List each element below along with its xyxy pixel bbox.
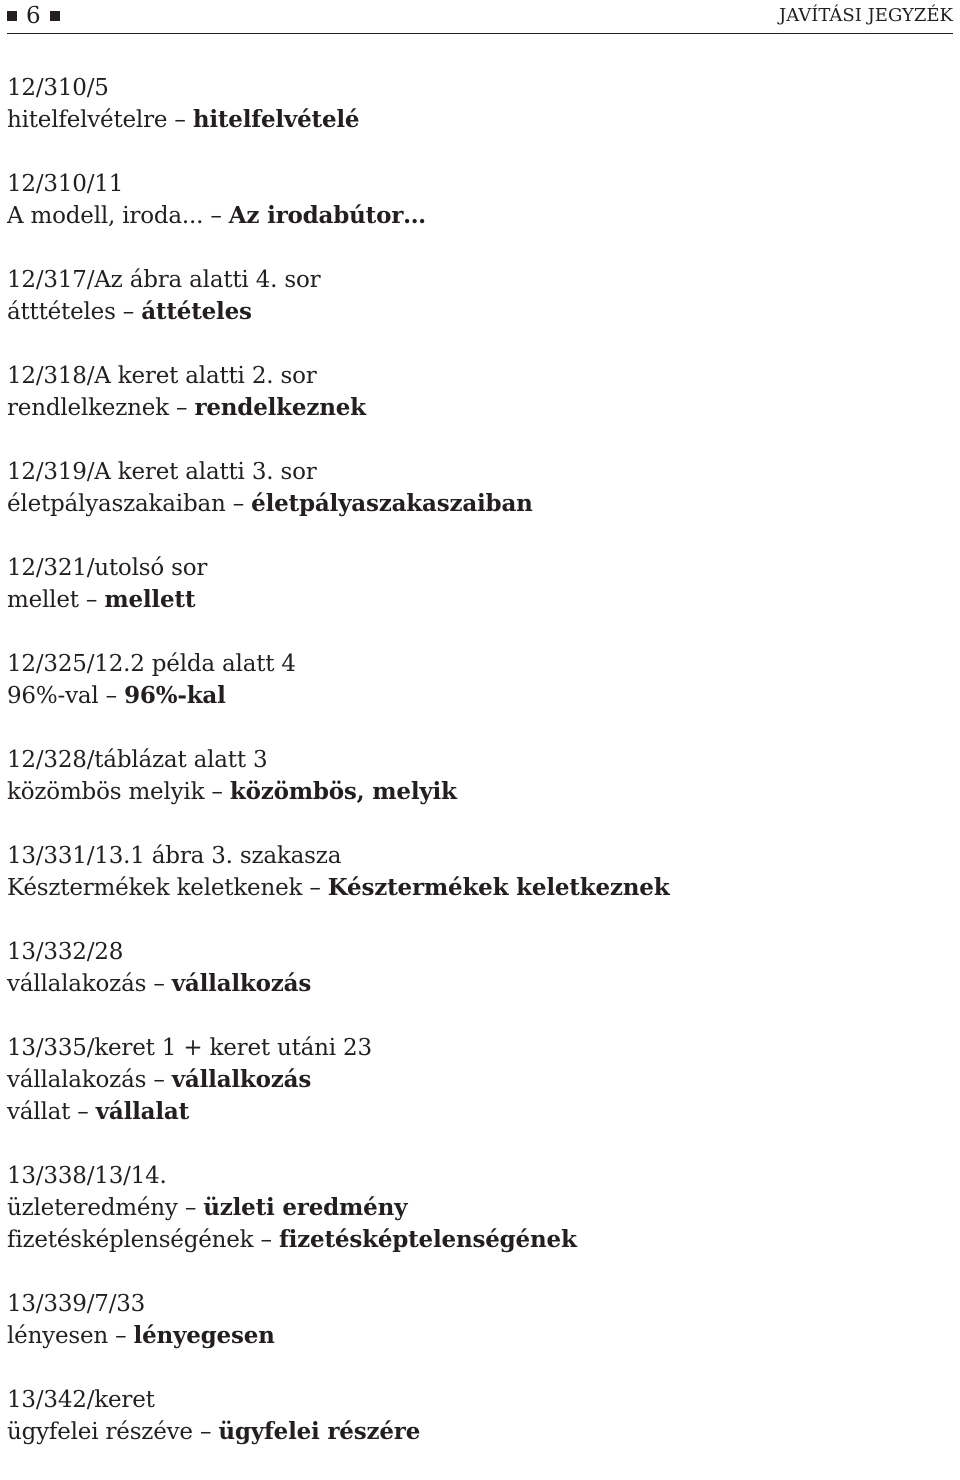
correction-line <box>7 1416 947 1448</box>
wrong-text: üzleteredmény <box>7 1195 178 1221</box>
corrected-text: ügyfelei részére <box>218 1418 421 1445</box>
entry-reference: 13/335/keret 1 + keret utáni 23 <box>7 1035 372 1061</box>
corrected-text: vállalkozás <box>171 970 312 997</box>
dash-separator: – <box>204 779 230 805</box>
errata-entry <box>7 1032 947 1128</box>
entry-reference: 12/321/utolsó sor <box>7 555 208 581</box>
correction-line <box>7 200 947 232</box>
correction-line <box>7 968 947 1000</box>
correction-line <box>7 1096 947 1128</box>
errata-entry <box>7 1384 947 1448</box>
dash-separator: – <box>225 491 252 517</box>
correction-line <box>7 1064 947 1096</box>
wrong-text: lényesen <box>7 1323 109 1349</box>
wrong-text: Késztermékek keletkenek <box>7 875 303 901</box>
entry-reference: 13/338/13/14. <box>7 1163 167 1189</box>
corrected-text: 96%-kal <box>124 682 226 709</box>
entry-reference: 12/328/táblázat alatt 3 <box>7 747 268 773</box>
entry-reference: 12/325/12.2 példa alatt 4 <box>7 651 296 677</box>
entry-reference: 12/317/Az ábra alatti 4. sor <box>7 267 321 293</box>
corrected-text: rendelkeznek <box>194 394 366 421</box>
square-bullet-icon <box>50 11 60 21</box>
wrong-text: vállat <box>7 1099 71 1125</box>
entry-reference: 12/318/A keret alatti 2. sor <box>7 363 317 389</box>
corrected-text: áttételes <box>141 298 252 325</box>
errata-entry <box>7 936 947 1000</box>
dash-separator: – <box>146 1067 172 1093</box>
wrong-text: fizetésképlenségének <box>7 1227 254 1253</box>
wrong-text: átttételes <box>7 299 116 325</box>
dash-separator: – <box>177 1195 204 1221</box>
dash-separator: – <box>168 395 195 421</box>
dash-separator: – <box>98 683 125 709</box>
correction-line <box>7 1224 947 1256</box>
dash-separator: – <box>253 1227 279 1253</box>
running-title: JAVÍTÁSI JEGYZÉK <box>778 5 953 26</box>
entry-reference: 13/339/7/33 <box>7 1291 146 1317</box>
dash-separator: – <box>146 971 172 997</box>
corrected-text: vállalat <box>95 1098 190 1125</box>
header-rule <box>7 33 953 34</box>
wrong-text: közömbös melyik <box>7 779 205 805</box>
corrected-text: hitelfelvételé <box>192 106 360 133</box>
corrected-text: vállalkozás <box>171 1066 312 1093</box>
dash-separator: – <box>108 1323 134 1349</box>
errata-entry <box>7 360 947 424</box>
corrected-text: mellett <box>104 586 196 613</box>
page-header <box>7 0 953 32</box>
correction-line <box>7 872 947 904</box>
wrong-text: A modell, iroda... <box>7 203 204 229</box>
corrected-text: üzleti eredmény <box>203 1194 408 1221</box>
correction-line <box>7 104 947 136</box>
dash-separator: – <box>192 1419 219 1445</box>
wrong-text: hitelfelvételre <box>7 107 168 133</box>
errata-entry <box>7 168 947 232</box>
errata-entry <box>7 456 947 520</box>
errata-list <box>7 72 947 1480</box>
wrong-text: mellet <box>7 587 79 613</box>
errata-entry <box>7 648 947 712</box>
corrected-text: Késztermékek keletkeznek <box>327 874 670 901</box>
entry-reference: 12/310/11 <box>7 171 124 197</box>
wrong-text: vállalakozás <box>7 971 147 997</box>
dash-separator: – <box>115 299 142 325</box>
correction-line <box>7 1320 947 1352</box>
wrong-text: 96%-val <box>7 683 99 709</box>
correction-line <box>7 488 947 520</box>
entry-reference: 13/332/28 <box>7 939 124 965</box>
errata-entry <box>7 552 947 616</box>
correction-line <box>7 392 947 424</box>
corrected-text: fizetésképtelenségének <box>278 1226 577 1253</box>
wrong-text: életpályaszakaiban <box>7 491 226 517</box>
page-number-group <box>7 3 60 29</box>
correction-line <box>7 584 947 616</box>
errata-entry <box>7 264 947 328</box>
correction-line <box>7 776 947 808</box>
entry-reference: 13/342/keret <box>7 1387 155 1413</box>
errata-entry <box>7 1160 947 1256</box>
errata-entry <box>7 744 947 808</box>
page-number: 6 <box>26 3 41 29</box>
corrected-text: közömbös, melyik <box>229 778 457 805</box>
wrong-text: ügyfelei részéve <box>7 1419 193 1445</box>
wrong-text: rendlelkeznek <box>7 395 169 421</box>
square-bullet-icon <box>7 11 17 21</box>
wrong-text: vállalakozás <box>7 1067 147 1093</box>
dash-separator: – <box>78 587 105 613</box>
errata-entry <box>7 1288 947 1352</box>
dash-separator: – <box>167 107 193 133</box>
corrected-text: lényegesen <box>133 1322 275 1349</box>
dash-separator: – <box>70 1099 96 1125</box>
entry-reference: 12/310/5 <box>7 75 109 101</box>
corrected-text: életpályaszakaszaiban <box>251 490 533 517</box>
correction-line <box>7 1192 947 1224</box>
entry-reference: 12/319/A keret alatti 3. sor <box>7 459 317 485</box>
corrected-text: Az irodabútor… <box>228 202 426 229</box>
errata-entry <box>7 72 947 136</box>
dash-separator: – <box>302 875 328 901</box>
correction-line <box>7 296 947 328</box>
correction-line <box>7 680 947 712</box>
errata-entry <box>7 840 947 904</box>
dash-separator: – <box>203 203 229 229</box>
entry-reference: 13/331/13.1 ábra 3. szakasza <box>7 843 342 869</box>
